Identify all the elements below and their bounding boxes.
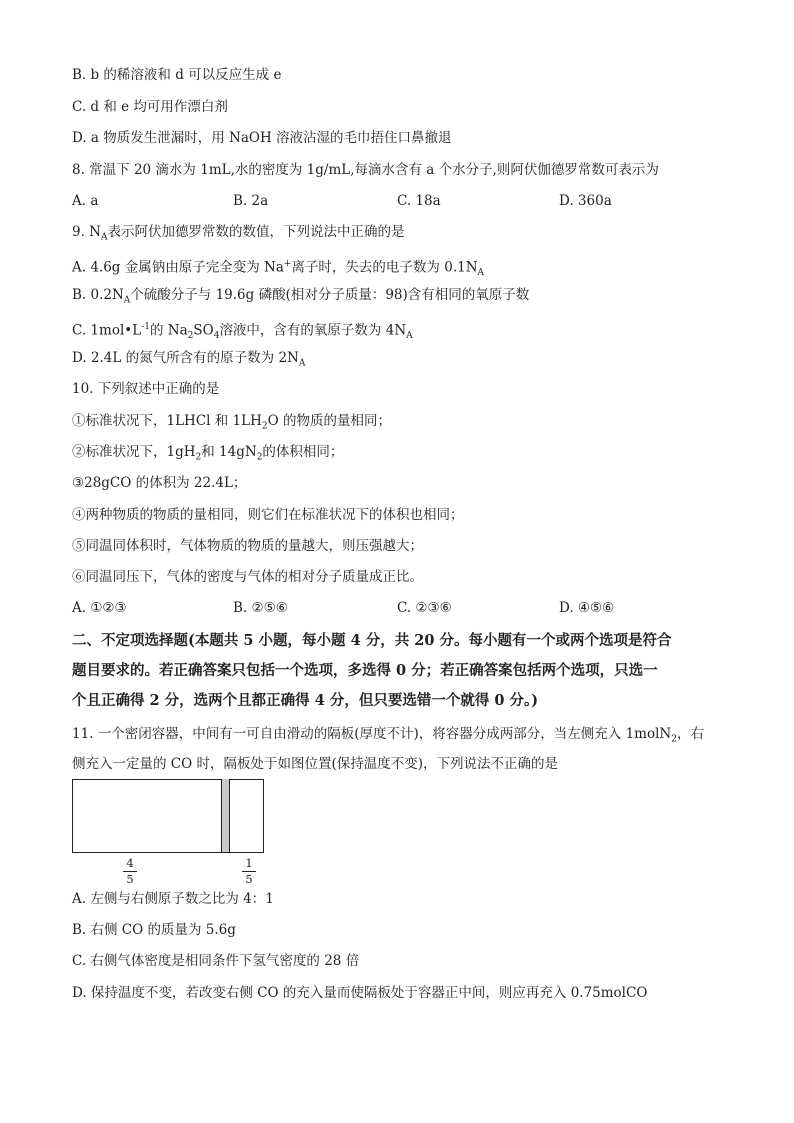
q8-option-d: D. 360a <box>559 193 612 209</box>
q11-stem-line1: 11. 一个密闭容器，中间有一可自由滑动的隔板(厚度不计)，将容器分成两部分，当左侧充入 1molN$_2$，右 <box>72 726 704 745</box>
q9-option-c: C. $1mol•L^{-1}$的 $Na_2SO_4$溶液中，含有的氧原子数为 $4N_A$ <box>72 322 413 342</box>
section2-heading-line2: 题目要求的。若正确答案只包括一个选项，多选得 0 分；若正确答案包括两个选项，只选一 <box>72 662 658 679</box>
q11-stem-line2: 侧充入一定量的 CO 时，隔板处于如图位置(保持温度不变)，下列说法不正确的是 <box>72 756 559 772</box>
fraction-left: 4 5 <box>120 857 140 886</box>
fraction-right: 1 5 <box>239 857 259 886</box>
q10-statement-6: ⑥同温同压下，气体的密度与气体的相对分子质量成正比。 <box>72 569 423 585</box>
q7-option-d: D. a 物质发生泄漏时，用 NaOH 溶液沾湿的毛巾捂住口鼻撤退 <box>72 130 452 146</box>
q11-option-a: A. 左侧与右侧原子数之比为 4：1 <box>72 891 274 907</box>
q9-option-b: B. $0.2N_A$个硫酸分子与 19.6g 磷酸(相对分子质量：98)含有相同的氧原子数 <box>72 287 530 306</box>
q8-option-c: C. 18a <box>397 193 441 209</box>
q10-stem: 10. 下列叙述中正确的是 <box>72 381 220 397</box>
q9-option-a: A. 4.6g 金属钠由原子完全变为 Na+离子时，失去的电子数为 $0.1N_A$ <box>72 259 485 279</box>
q8-option-a: A. a <box>72 193 99 209</box>
q7-option-b: B. b 的稀溶液和 d 可以反应生成 e <box>72 67 282 83</box>
q10-option-b: B. ②⑤⑥ <box>233 600 288 616</box>
q11-option-d: D. 保持温度不变，若改变右侧 CO 的充入量而使隔板处于容器正中间，则应再充入 0.75molCO <box>72 985 648 1001</box>
q10-statement-1: ①标准状况下，1LHCl 和 $1LH_2O$ 的物质的量相同； <box>72 413 391 432</box>
q9-stem: 9. $N_A$表示阿伏加德罗常数的数值，下列说法中正确的是 <box>72 224 405 243</box>
container-diagram <box>72 779 264 853</box>
q11-option-c: C. 右侧气体密度是相同条件下氢气密度的 28 倍 <box>72 953 360 969</box>
q10-statement-3: ③28gCO 的体积为 22.4L； <box>72 475 247 491</box>
q10-statement-5: ⑤同温同体积时，气体物质的物质的量越大，则压强越大； <box>72 538 423 554</box>
q7-option-c: C. d 和 e 均可用作漂白剂 <box>72 99 228 115</box>
q10-option-c: C. ②③⑥ <box>397 600 452 616</box>
q10-statement-4: ④两种物质的物质的量相同，则它们在标准状况下的体积也相同； <box>72 507 464 523</box>
sliding-partition <box>221 779 230 852</box>
q10-statement-2: ②标准状况下，$1gH_2$和 $14gN_2$的体积相同； <box>72 444 344 463</box>
section2-heading-line3: 个且正确得 2 分，选两个且都正确得 4 分，但只要选错一个就得 0 分。) <box>72 692 539 709</box>
q8-option-b: B. 2a <box>233 193 269 209</box>
q10-option-d: D. ④⑤⑥ <box>559 600 615 616</box>
q8-stem: 8. 常温下 20 滴水为 1mL,水的密度为 1g/mL,每滴水含有 a 个水分子,则阿伏伽德罗常数可表示为 <box>72 162 659 178</box>
q9-option-d: D. 2.4L 的氮气所含有的原子数为 $2N_A$ <box>72 350 306 369</box>
section2-heading-line1: 二、不定项选择题(本题共 5 小题，每小题 4 分，共 20 分。每小题有一个或两个选项是符合 <box>72 632 672 649</box>
q11-option-b: B. 右侧 CO 的质量为 5.6g <box>72 922 236 938</box>
q10-option-a: A. ①②③ <box>72 600 127 616</box>
